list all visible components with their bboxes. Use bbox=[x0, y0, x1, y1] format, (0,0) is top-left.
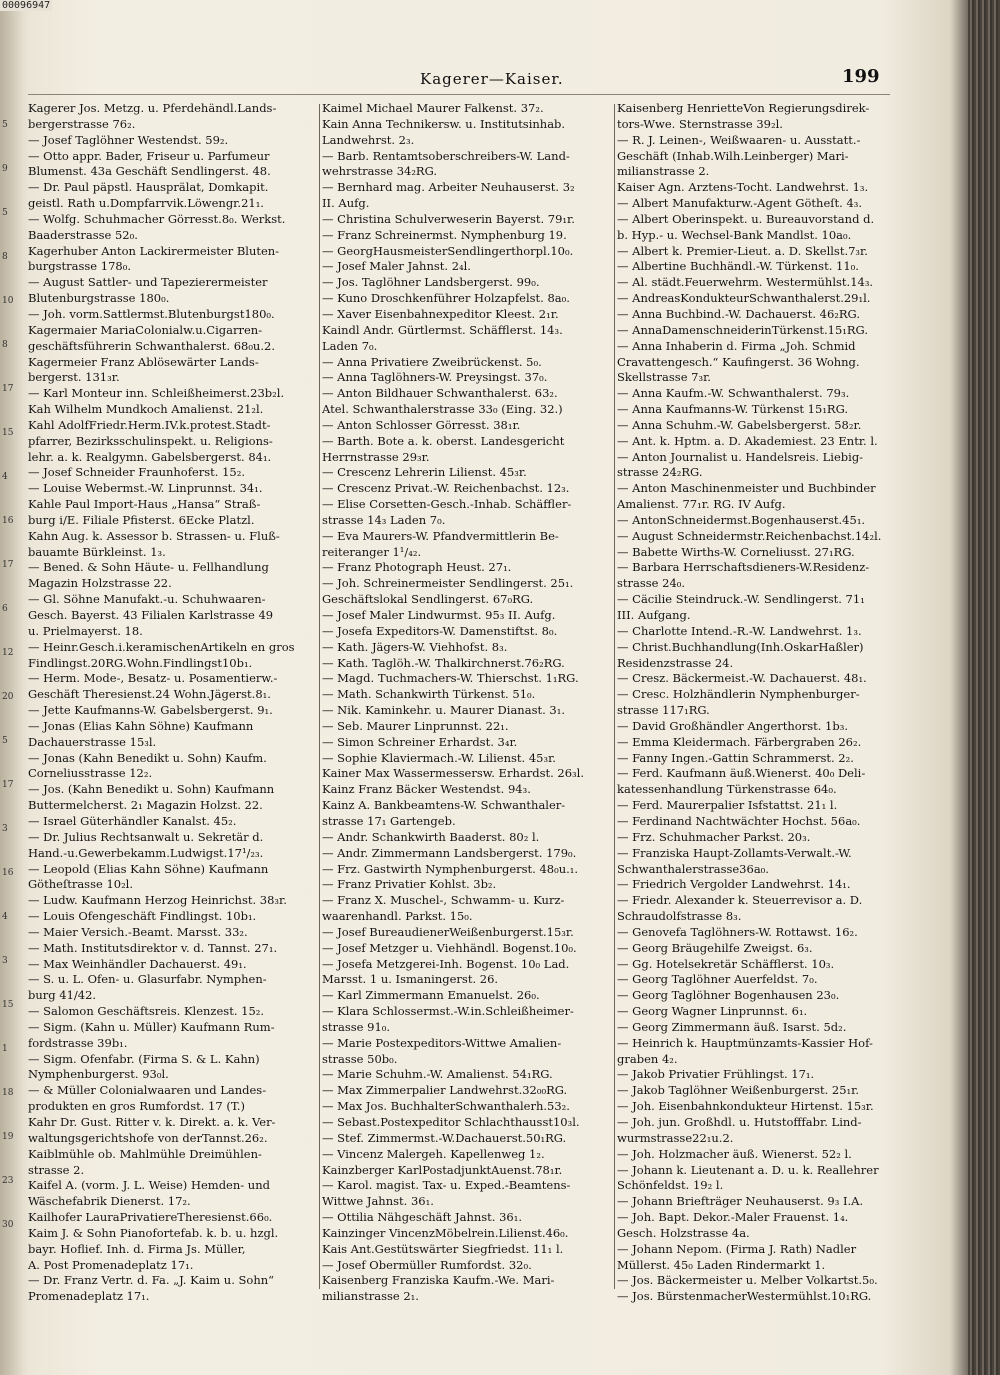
left-page-gutter bbox=[0, 0, 22, 1375]
entry-line: — Anna Inhaberin d. Firma „Joh. Schmid bbox=[617, 338, 856, 353]
entry-line: — Kath. Taglöh.-W. Thalkirchnerst.76₂RG. bbox=[322, 655, 565, 670]
entry-line: — Joh. Eisenbahnkondukteur Hirtenst. 15₃r. bbox=[617, 1099, 874, 1114]
entry-line: Kaim J. & Sohn Pianofortefab. k. b. u. hzgl. bbox=[28, 1225, 279, 1240]
entry-line: — Al. städt.Feuerwehrm. Westermühlst.14₃. bbox=[617, 275, 874, 290]
gutter-mark: 23 bbox=[2, 1176, 14, 1186]
entry-line: wehrstrasse 34₂RG. bbox=[322, 164, 438, 179]
header-rule bbox=[28, 94, 890, 95]
gutter-mark: 17 bbox=[2, 780, 14, 790]
entry-line: — Jos. Bäckermeister u. Melber Volkartst.5₀. bbox=[617, 1273, 878, 1288]
entry-line: Kaisenberg HenrietteVon Regierungsdirek- bbox=[617, 101, 870, 115]
entry-line: — Max Zimmerpalier Landwehrst.32₀₀RG. bbox=[322, 1083, 568, 1098]
entry-line: — Josefa Expeditors-W. Damenstiftst. 8₀. bbox=[322, 623, 558, 638]
entry-line: — Josef Maler Lindwurmst. 95₃ II. Aufg. bbox=[322, 608, 556, 622]
entry-line: milianstrasse 2. bbox=[617, 164, 710, 179]
entry-line: — Kuno Droschkenführer Holzapfelst. 8a₀. bbox=[322, 291, 570, 306]
entry-line: — Genovefa Taglöhners-W. Rottawst. 16₂. bbox=[617, 924, 858, 939]
entry-line: Hand.-u.Gewerbekamm.Ludwigst.17¹/₂₃. bbox=[28, 845, 264, 860]
entry-line: — Kath. Jägers-W. Viehhofst. 8₃. bbox=[322, 639, 508, 654]
entry-line: Dachauerstrasse 15₃l. bbox=[28, 734, 157, 749]
entry-line: — Christ.Buchhandlung(Inh.OskarHaßler) bbox=[617, 639, 864, 654]
entry-line: u. Prielmayerst. 18. bbox=[28, 623, 143, 638]
entry-line: strasse 2. bbox=[28, 1162, 85, 1177]
entry-line: Marsst. 1 u. Ismaningerst. 26. bbox=[322, 972, 499, 987]
entry-line: Gesch. Bayerst. 43 Filialen Karlstrasse 49 bbox=[28, 608, 274, 622]
entry-line: — Stef. Zimmermst.-W.Dachauerst.50₁RG. bbox=[322, 1130, 567, 1145]
column-divider bbox=[319, 104, 320, 1289]
entry-line: — August Schneidermstr.Reichenbachst.14₂l. bbox=[617, 528, 882, 543]
entry-line: — Anna Privatiere Zweibrückenst. 5₀. bbox=[322, 354, 542, 369]
entry-line: — Max Jos. BuchhalterSchwanthalerh.53₂. bbox=[322, 1099, 570, 1114]
entry-line: Kagermaier MariaColonialw.u.Cigarren- bbox=[28, 322, 263, 337]
entry-line: — Ferd. Kaufmann äuß.Wienerst. 40₀ Deli- bbox=[617, 766, 866, 781]
entry-line: strasse 117₁RG. bbox=[617, 703, 710, 718]
gutter-mark: 12 bbox=[2, 648, 14, 658]
entry-line: — Marie Postexpeditors-Wittwe Amalien- bbox=[322, 1035, 562, 1050]
entry-line: strasse 91₀. bbox=[322, 1019, 391, 1034]
entry-line: — Georg Taglöhner Auerfeldst. 7₀. bbox=[617, 972, 818, 987]
entry-line: Buttermelcherst. 2₁ Magazin Holzst. 22. bbox=[28, 798, 263, 813]
gutter-mark: 4 bbox=[2, 472, 8, 482]
entry-line: reiteranger 1¹/₄₂. bbox=[322, 544, 422, 559]
entry-line: — S. u. L. Ofen- u. Glasurfabr. Nymphen- bbox=[28, 972, 267, 987]
entry-line: Skellstrasse 7₃r. bbox=[617, 370, 711, 385]
entry-line: strasse 17₁ Gartengeb. bbox=[322, 813, 456, 828]
entry-line: — Heinr.Gesch.i.keramischenArtikeln en gros bbox=[28, 639, 295, 654]
entry-line: bergerstrasse 76₂. bbox=[28, 116, 136, 131]
entry-line: produkten en gros Rumfordst. 17 (T.) bbox=[28, 1099, 245, 1114]
entry-line: Baaderstrasse 52₀. bbox=[28, 227, 138, 242]
entry-line: strasse 24₂RG. bbox=[617, 465, 703, 480]
scan-id-label: 00096947 bbox=[2, 0, 51, 11]
entry-line: — Jos. (Kahn Benedikt u. Sohn) Kaufmann bbox=[28, 782, 275, 797]
entry-line: — Cäcilie Steindruck.-W. Sendlingerst. 71₁ bbox=[617, 592, 865, 607]
entry-line: Blumenst. 43a Geschäft Sendlingerst. 48. bbox=[28, 164, 271, 179]
entry-line: — Georg Wagner Linprunnst. 6₁. bbox=[617, 1004, 808, 1019]
gutter-mark: 5 bbox=[2, 736, 8, 746]
entry-line: — Crescenz Lehrerin Lilienst. 45₃r. bbox=[322, 465, 527, 480]
entry-line: Kagerhuber Anton Lackirermeister Bluten- bbox=[28, 243, 280, 258]
entry-line: III. Aufgang. bbox=[617, 608, 691, 622]
entry-line: — Jos. Taglöhner Landsbergerst. 99₀. bbox=[322, 275, 540, 290]
gutter-mark: 17 bbox=[2, 560, 14, 570]
gutter-mark: 30 bbox=[2, 1220, 14, 1230]
entry-line: — Joh. vorm.Sattlermst.Blutenburgst180₀. bbox=[28, 306, 275, 321]
entry-line: graben 4₂. bbox=[617, 1051, 678, 1066]
entry-line: — Barth. Bote a. k. oberst. Landesgericht bbox=[322, 433, 565, 448]
gutter-mark: 3 bbox=[2, 824, 8, 834]
entry-line: — Anna Taglöhners-W. Preysingst. 37₀. bbox=[322, 370, 548, 385]
entry-line: milianstrasse 2₁. bbox=[322, 1289, 419, 1304]
entry-line: — Ludw. Kaufmann Herzog Heinrichst. 38₃r. bbox=[28, 893, 287, 908]
gutter-mark: 16 bbox=[2, 868, 14, 878]
entry-line: strasse 24₀. bbox=[617, 576, 686, 591]
entry-line: wurmstrasse22₁u.2. bbox=[617, 1130, 734, 1145]
column-left bbox=[28, 101, 318, 1305]
entry-line: — GeorgHausmeisterSendlingerthorpl.10₀. bbox=[322, 243, 574, 258]
entry-line: — Johann Nepom. (Firma J. Rath) Nadler bbox=[617, 1241, 857, 1256]
gutter-mark: 6 bbox=[2, 604, 8, 614]
gutter-mark: 5 bbox=[2, 208, 8, 218]
entry-line: A. Post Promenadeplatz 17₁. bbox=[28, 1257, 194, 1272]
entry-line: — Math. Schankwirth Türkenst. 51₀. bbox=[322, 687, 536, 702]
entry-line: — Josef Maler Jahnst. 2₄l. bbox=[322, 259, 471, 274]
entry-line: — Ottilia Nähgeschäft Jahnst. 36₁. bbox=[322, 1210, 523, 1225]
entry-line: — R. J. Leinen-, Weißwaaren- u. Ausstatt.- bbox=[617, 132, 861, 147]
entry-line: burg i/E. Filiale Pfisterst. 6Ecke Platzl. bbox=[28, 512, 255, 527]
entry-line: Findlingst.20RG.Wohn.Findlingst10b₁. bbox=[28, 655, 253, 670]
entry-line: bayr. Hoflief. Inh. d. Firma Js. Müller, bbox=[28, 1241, 246, 1256]
entry-line: Kaisenberg Franziska Kaufm.-We. Mari- bbox=[322, 1273, 555, 1288]
gutter-mark: 15 bbox=[2, 428, 14, 438]
entry-line: Götheſtrasse 10₂l. bbox=[28, 877, 134, 892]
gutter-mark: 15 bbox=[2, 1000, 14, 1010]
entry-line: Kaiser Agn. Arztens-Tocht. Landwehrst. 1₃. bbox=[617, 180, 869, 195]
gutter-mark: 8 bbox=[2, 340, 8, 350]
entry-line: — Charlotte Intend.-R.-W. Landwehrst. 1₃. bbox=[617, 623, 862, 638]
entry-line: Kaimel Michael Maurer Falkenst. 37₂. bbox=[322, 101, 544, 115]
entry-line: — David Großhändler Angerthorst. 1b₃. bbox=[617, 718, 848, 733]
entry-line: waltungsgerichtshofe von derTannst.26₂. bbox=[28, 1130, 268, 1145]
entry-line: Schönfeldst. 19₂ l. bbox=[617, 1178, 724, 1193]
entry-line: — Cresc. Holzhändlerin Nymphenburger- bbox=[617, 687, 860, 702]
entry-line: Kahl AdolfFriedr.Herm.IV.k.protest.Stadt- bbox=[28, 417, 271, 432]
entry-line: — Bernhard mag. Arbeiter Neuhauserst. 3₂ bbox=[322, 180, 575, 195]
entry-line: — Anna Buchbind.-W. Dachauerst. 46₂RG. bbox=[617, 306, 860, 321]
entry-line: — Klara Schlossermst.-W.in.Schleißheimer- bbox=[322, 1004, 574, 1019]
entry-line: — Friedr. Alexander k. Steuerrevisor a. D. bbox=[617, 893, 863, 908]
entry-line: Kais Ant.Gestütswärter Siegfriedst. 11₁ l. bbox=[322, 1241, 564, 1256]
entry-line: — Jette Kaufmanns-W. Gabelsbergerst. 9₁. bbox=[28, 703, 273, 718]
entry-line: — Andr. Zimmermann Landsbergerst. 179₀. bbox=[322, 845, 577, 860]
entry-line: — August Sattler- und Tapezierermeister bbox=[28, 275, 268, 290]
entry-line: — Herm. Mode-, Besatz- u. Posamentierw.- bbox=[28, 671, 278, 686]
entry-line: — Crescenz Privat.-W. Reichenbachst. 12₃. bbox=[322, 481, 570, 496]
gutter-mark: 1 bbox=[2, 1044, 8, 1054]
entry-line: — Barbara Herrschaftsdieners-W.Residenz- bbox=[617, 560, 870, 575]
entry-line: — AnnaDamenschneiderinTürkenst.15₁RG. bbox=[617, 322, 868, 337]
entry-line: — Franz Photograph Heust. 27₁. bbox=[322, 560, 512, 575]
gutter-mark: 16 bbox=[2, 516, 14, 526]
entry-line: — Johann Briefträger Neuhauserst. 9₃ I.A. bbox=[617, 1194, 864, 1209]
entry-line: — Anna Kaufmanns-W. Türkenst 15₁RG. bbox=[617, 402, 849, 417]
page-edge bbox=[968, 0, 1000, 1375]
entry-line: — Anton Journalist u. Handelsreis. Liebig- bbox=[617, 449, 864, 464]
entry-line: Amalienst. 77₁r. RG. IV Aufg. bbox=[617, 497, 786, 512]
entry-line: — Gl. Söhne Manufakt.-u. Schuhwaaren- bbox=[28, 592, 266, 607]
entry-line: burg 41/42. bbox=[28, 988, 97, 1003]
gutter-mark: 3 bbox=[2, 956, 8, 966]
entry-line: Kahle Paul Import-Haus „Hansa“ Straß- bbox=[28, 497, 261, 512]
entry-line: — Jakob Privatier Frühlingst. 17₁. bbox=[617, 1067, 815, 1082]
entry-line: — Franziska Haupt-Zollamts-Verwalt.-W. bbox=[617, 845, 852, 860]
entry-line: — Babette Wirths-W. Corneliusst. 27₁RG. bbox=[617, 544, 855, 559]
entry-line: — Albertine Buchhändl.-W. Türkenst. 11₀. bbox=[617, 259, 859, 274]
entry-line: katessenhandlung Türkenstrasse 64₀. bbox=[617, 782, 837, 797]
entry-line: — Nik. Kaminkehr. u. Maurer Dianast. 3₁. bbox=[322, 703, 565, 718]
entry-line: Kainzberger KarlPostadjunktAuenst.78₁r. bbox=[322, 1162, 563, 1177]
entry-line: — Sebast.Postexpeditor Schlachthausst10₃l. bbox=[322, 1115, 580, 1129]
entry-line: fordstrasse 39b₁. bbox=[28, 1035, 128, 1050]
entry-line: Wäschefabrik Dienerst. 17₂. bbox=[28, 1194, 191, 1209]
entry-line: Residenzstrasse 24. bbox=[617, 655, 734, 670]
entry-line: — Marie Schuhm.-W. Amalienst. 54₁RG. bbox=[322, 1067, 553, 1082]
entry-line: — Dr. Franz Vertr. d. Fa. „J. Kaim u. Sohn“ bbox=[28, 1273, 275, 1288]
gutter-mark: 9 bbox=[2, 164, 8, 174]
entry-line: — Seb. Maurer Linprunnst. 22₁. bbox=[322, 718, 509, 733]
entry-line: — Xaver Eisenbahnexpeditor Kleest. 2₁r. bbox=[322, 306, 559, 321]
entry-line: Kagerer Jos. Metzg. u. Pferdehändl.Lands- bbox=[28, 101, 277, 115]
entry-line: Geschäftslokal Sendlingerst. 67₀RG. bbox=[322, 592, 534, 607]
entry-line: Kagermeier Franz Ablösewärter Lands- bbox=[28, 354, 259, 369]
entry-line: — Gg. Hotelsekretär Schäfflerst. 10₃. bbox=[617, 956, 835, 971]
entry-line: — Simon Schreiner Erhardst. 3₄r. bbox=[322, 734, 518, 749]
entry-line: — Christina Schulverweserin Bayerst. 79₁r. bbox=[322, 211, 575, 226]
entry-line: — Frz. Schuhmacher Parkst. 20₃. bbox=[617, 829, 811, 844]
entry-line: — Ferd. Maurerpalier Isfstattst. 21₁ l. bbox=[617, 798, 838, 813]
entry-line: — Elise Corsetten-Gesch.-Inhab. Schäffler- bbox=[322, 497, 572, 512]
entry-line: — Jakob Taglöhner Weißenburgerst. 25₁r. bbox=[617, 1083, 860, 1098]
entry-line: — Magd. Tuchmachers-W. Thierschst. 1₁RG. bbox=[322, 671, 579, 686]
running-header: Kagerer—Kaiser. bbox=[420, 70, 564, 88]
page-number: 199 bbox=[842, 66, 880, 87]
entry-line: — Jos. BürstenmacherWestermühlst.10₁RG. bbox=[617, 1289, 872, 1304]
entry-line: — Wolfg. Schuhmacher Görresst.8₀. Werkst. bbox=[28, 211, 286, 226]
entry-line: — Dr. Paul päpstl. Hausprälat, Domkapit. bbox=[28, 180, 269, 195]
entry-line: Geschäft Theresienst.24 Wohn.Jägerst.8₁. bbox=[28, 687, 271, 702]
gutter-mark: 19 bbox=[2, 1132, 14, 1142]
entry-line: Kaindl Andr. Gürtlermst. Schäfflerst. 14₃. bbox=[322, 322, 563, 337]
entry-line: — Barb. Rentamtsoberschreibers-W. Land- bbox=[322, 148, 570, 163]
gutter-mark: 18 bbox=[2, 1088, 14, 1098]
entry-line: Herrnstrasse 29₃r. bbox=[322, 449, 430, 464]
entry-line: Kaiblmühle ob. Mahlmühle Dreimühlen- bbox=[28, 1146, 262, 1161]
gutter-mark: 8 bbox=[2, 252, 8, 262]
entry-line: — Joh. Bapt. Dekor.-Maler Frauenst. 1₄. bbox=[617, 1210, 849, 1225]
entry-line: — Albert k. Premier-Lieut. a. D. Skellst.7₃r. bbox=[617, 243, 868, 258]
entry-line: — Josef Taglöhner Westendst. 59₂. bbox=[28, 132, 229, 147]
entry-line: — AndreasKondukteurSchwanthalerst.29₁l. bbox=[617, 291, 871, 306]
entry-line: Blutenburgstrasse 180₀. bbox=[28, 291, 170, 306]
gutter-mark: 17 bbox=[2, 384, 14, 394]
entry-line: — Andr. Schankwirth Baaderst. 80₂ l. bbox=[322, 829, 540, 844]
entry-line: Atel. Schwanthalerstrasse 33₀ (Eing. 32.) bbox=[322, 402, 563, 417]
entry-line: Kaifel A. (vorm. J. L. Weise) Hemden- und bbox=[28, 1178, 270, 1193]
entry-line: — Anna Kaufm.-W. Schwanthalerst. 79₃. bbox=[617, 386, 850, 401]
entry-line: Müllerst. 45₀ Laden Rindermarkt 1. bbox=[617, 1257, 826, 1272]
entry-line: b. Hyp.- u. Wechsel-Bank Mandlst. 10a₀. bbox=[617, 227, 852, 242]
entry-line: — Otto appr. Bader, Friseur u. Parfumeur bbox=[28, 148, 270, 163]
entry-line: — Albert Oberinspekt. u. Bureauvorstand d. bbox=[617, 211, 875, 226]
entry-line: — Leopold (Elias Kahn Söhne) Kaufmann bbox=[28, 861, 269, 876]
entry-line: Kah Wilhelm Mundkoch Amalienst. 21₂l. bbox=[28, 402, 264, 417]
entry-line: burgstrasse 178₀. bbox=[28, 259, 131, 274]
entry-line: Nymphenburgerst. 93₀l. bbox=[28, 1067, 169, 1082]
entry-line: — Franz X. Muschel-, Schwamm- u. Kurz- bbox=[322, 893, 565, 908]
entry-line: Kain Anna Technikersw. u. Institutsinhab. bbox=[322, 116, 566, 131]
entry-line: — Karl Monteur inn. Schleißheimerst.23b₂l. bbox=[28, 386, 285, 401]
entry-line: — Georg Zimmermann äuß. Isarst. 5d₂. bbox=[617, 1019, 847, 1034]
entry-line: — Josef BureaudienerWeißenburgerst.15₃r. bbox=[322, 924, 574, 939]
entry-line: — Josef Obermüller Rumfordst. 32₀. bbox=[322, 1257, 532, 1272]
entry-line: — Franz Schreinermst. Nymphenburg 19. bbox=[322, 227, 567, 242]
entry-line: waarenhandl. Parkst. 15₀. bbox=[322, 909, 473, 924]
entry-line: — Josefa Metzgerei-Inh. Bogenst. 10₀ Lad. bbox=[322, 956, 570, 971]
entry-line: Kahr Dr. Gust. Ritter v. k. Direkt. a. k. Ver- bbox=[28, 1115, 276, 1129]
entry-line: — AntonSchneidermst.Bogenhauserst.45₁. bbox=[617, 512, 866, 527]
entry-line: strasse 50b₀. bbox=[322, 1051, 398, 1066]
entry-line: geschäftsführerin Schwanthalerst. 68₀u.2. bbox=[28, 338, 275, 353]
gutter-mark: 4 bbox=[2, 912, 8, 922]
entry-line: — Anna Schuhm.-W. Gabelsbergerst. 58₂r. bbox=[617, 417, 862, 432]
entry-line: — Ferdinand Nachtwächter Hochst. 56a₀. bbox=[617, 813, 861, 828]
entry-line: Kainzinger VincenzMöbelrein.Lilienst.46₀. bbox=[322, 1225, 569, 1240]
entry-line: — Sigm. Ofenfabr. (Firma S. & L. Kahn) bbox=[28, 1051, 260, 1066]
entry-line: — Eva Maurers-W. Pfandvermittlerin Be- bbox=[322, 528, 559, 543]
entry-line: — Josef Metzger u. Viehhändl. Bogenst.10₀. bbox=[322, 940, 577, 955]
entry-line: Wittwe Jahnst. 36₁. bbox=[322, 1194, 434, 1209]
entry-line: — Albert Manufakturw.-Agent Götheſt. 4₃. bbox=[617, 196, 863, 211]
entry-line: — Joh. Schreinermeister Sendlingerst. 25₁. bbox=[322, 576, 574, 591]
entry-line: — Emma Kleidermach. Färbergraben 26₂. bbox=[617, 734, 862, 749]
entry-line: — Heinrich k. Hauptmünzamts-Kassier Hof- bbox=[617, 1035, 873, 1050]
entry-line: — Israel Güterhändler Kanalst. 45₂. bbox=[28, 813, 237, 828]
entry-line: — Ant. k. Hptm. a. D. Akademiest. 23 Entr. l. bbox=[617, 433, 878, 448]
entry-line: — Jonas (Elias Kahn Söhne) Kaufmann bbox=[28, 718, 254, 733]
entry-line: Kailhofer LauraPrivatiereTheresienst.66₀. bbox=[28, 1210, 273, 1225]
entry-line: Magazin Holzstrasse 22. bbox=[28, 576, 172, 591]
entry-line: — Joh. Holzmacher äuß. Wienerst. 52₂ l. bbox=[617, 1146, 852, 1161]
entry-line: Kahn Aug. k. Assessor b. Strassen- u. Fluß- bbox=[28, 528, 280, 543]
entry-line: — Dr. Julius Rechtsanwalt u. Sekretär d. bbox=[28, 829, 264, 844]
entry-line: — Georg Taglöhner Bogenhausen 23₀. bbox=[617, 988, 840, 1003]
entry-line: — Vincenz Malergeh. Kapellenweg 1₂. bbox=[322, 1146, 545, 1161]
entry-line: — Georg Bräugehilfe Zweigst. 6₃. bbox=[617, 940, 813, 955]
entry-line: bauamte Bürkleinst. 1₃. bbox=[28, 544, 166, 559]
entry-line: — Karl Zimmermann Emanuelst. 26₀. bbox=[322, 988, 540, 1003]
entry-line: — Maier Versich.-Beamt. Marsst. 33₂. bbox=[28, 924, 248, 939]
entry-line: Corneliusstrasse 12₂. bbox=[28, 766, 153, 781]
entry-line: — Johann k. Lieutenant a. D. u. k. Reallehrer bbox=[617, 1162, 879, 1177]
entry-line: — Math. Institutsdirektor v. d. Tannst. 27₁. bbox=[28, 940, 278, 955]
entry-line: lehr. a. k. Realgymn. Gabelsbergerst. 84₁. bbox=[28, 449, 272, 464]
entry-line: — Cresz. Bäckermeist.-W. Dachauerst. 48₁. bbox=[617, 671, 867, 686]
entry-line: Geschäft (Inhab.Wilh.Leinberger) Mari- bbox=[617, 148, 849, 163]
entry-line: bergerst. 131₃r. bbox=[28, 370, 120, 385]
entry-line: — Bened. & Sohn Häute- u. Fellhandlung bbox=[28, 560, 269, 575]
entry-line: Gesch. Holzstrasse 4a. bbox=[617, 1225, 750, 1240]
entry-line: — Louise Webermst.-W. Linprunnst. 34₁. bbox=[28, 481, 263, 496]
gutter-mark: 20 bbox=[2, 692, 14, 702]
entry-line: tors-Wwe. Sternstrasse 39₂l. bbox=[617, 116, 783, 131]
entry-line: — Louis Ofengeschäft Findlingst. 10b₁. bbox=[28, 909, 257, 924]
entry-line: Promenadeplatz 17₁. bbox=[28, 1289, 150, 1304]
entry-line: Kainz Franz Bäcker Westendst. 94₃. bbox=[322, 782, 531, 797]
entry-line: strasse 14₃ Laden 7₀. bbox=[322, 512, 446, 527]
entry-line: Landwehrst. 2₃. bbox=[322, 132, 415, 147]
entry-line: geistl. Rath u.Dompfarrvik.Löwengr.21₁. bbox=[28, 196, 264, 211]
entry-line: Laden 7₀. bbox=[322, 338, 378, 353]
column-divider bbox=[614, 104, 615, 1289]
entry-line: pfarrer, Bezirksschulinspekt. u. Religions- bbox=[28, 433, 273, 448]
entry-line: — Anton Bildhauer Schwanthalerst. 63₂. bbox=[322, 386, 558, 401]
entry-line: — Franz Privatier Kohlst. 3b₂. bbox=[322, 877, 497, 892]
entry-line: — Friedrich Vergolder Landwehrst. 14₁. bbox=[617, 877, 851, 892]
entry-line: — Josef Schneider Fraunhoferst. 15₂. bbox=[28, 465, 246, 480]
entry-line: — Sophie Klaviermach.-W. Lilienst. 45₃r. bbox=[322, 750, 556, 765]
entry-line: — Max Weinhändler Dachauerst. 49₁. bbox=[28, 956, 247, 971]
entry-line: — Anton Schlosser Görresst. 38₁r. bbox=[322, 417, 521, 432]
entry-line: Kainz A. Bankbeamtens-W. Schwanthaler- bbox=[322, 798, 566, 813]
entry-line: — Fanny Ingen.-Gattin Schrammerst. 2₂. bbox=[617, 750, 854, 765]
entry-line: Schraudolfstrasse 8₃. bbox=[617, 909, 742, 924]
entry-line: Kainer Max Wassermessersw. Erhardst. 26₃l. bbox=[322, 766, 584, 781]
entry-line: — Joh. jun. Großhdl. u. Hutstofffabr. Lind- bbox=[617, 1115, 862, 1129]
entry-line: II. Aufg. bbox=[322, 196, 370, 211]
entry-line: Schwanthalerstrasse36a₀. bbox=[617, 861, 769, 876]
entry-line: — Salomon Geschäftsreis. Klenzest. 15₂. bbox=[28, 1004, 265, 1019]
entry-line: — & Müller Colonialwaaren und Landes- bbox=[28, 1083, 267, 1098]
entry-line: — Anton Maschinenmeister und Buchbinder bbox=[617, 481, 876, 496]
gutter-mark: 10 bbox=[2, 296, 14, 306]
column-right bbox=[617, 101, 889, 1305]
entry-line: — Sigm. (Kahn u. Müller) Kaufmann Rum- bbox=[28, 1019, 275, 1034]
gutter-mark: 5 bbox=[2, 120, 8, 130]
entry-line: Cravattengesch.“ Kaufingerst. 36 Wohng. bbox=[617, 354, 860, 369]
entry-line: — Jonas (Kahn Benedikt u. Sohn) Kaufm. bbox=[28, 750, 267, 765]
entry-line: — Frz. Gastwirth Nymphenburgerst. 48₀u.₁. bbox=[322, 861, 579, 876]
entry-line: — Karol. magist. Tax- u. Exped.-Beamtens- bbox=[322, 1178, 571, 1193]
column-middle bbox=[322, 101, 612, 1305]
